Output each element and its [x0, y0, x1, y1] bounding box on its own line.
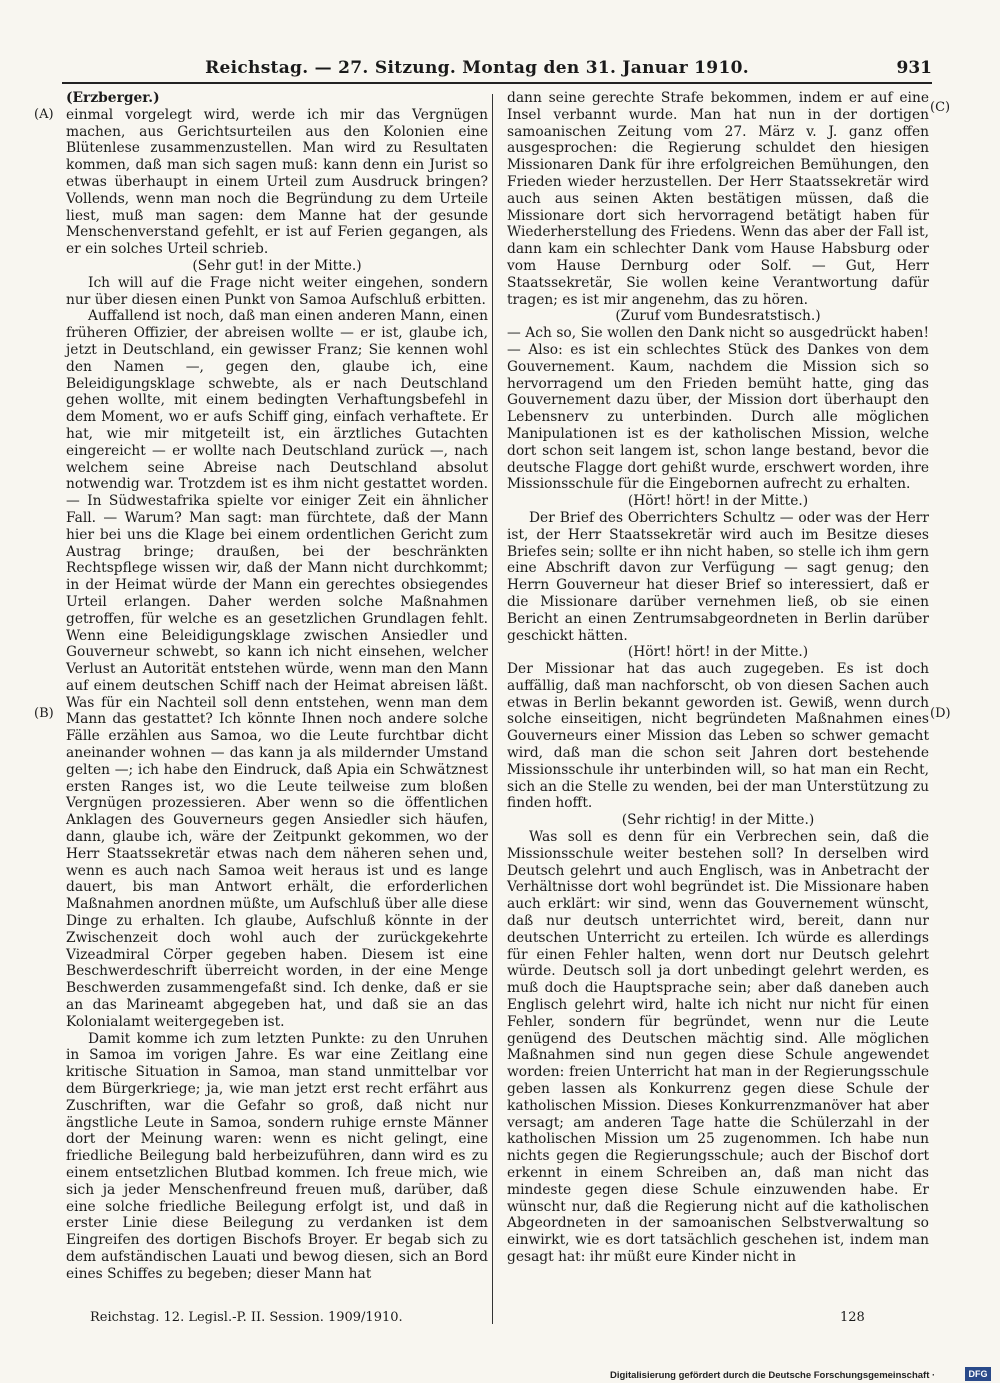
dfg-logo: DFG: [965, 1367, 991, 1381]
paragraph: dann seine gerechte Strafe bekommen, indem er auf eine Insel verbannt wurde. Man hat nun in der dortigen samoanischen Zeitung vom 27. März v. J. ganz offen ausgesprochen: die Regierung schuldet den hiesigen Missionaren Dank für ihre erfolgreichen Bemühungen, den Frieden wieder herzustellen. Der Herr Staatssekretär wird auch aus seinen Akten bestätigen müssen, daß die Missionare dort sich hervorragend betätigt haben für Wiederherstellung des Friedens. Wenn das aber der Fall ist, dann kam ein schlechter Dank vom Hause Habsburg oder vom Hause Dernburg oder Solf. — Gut, Herr Staatssekretär, Sie wollen keine Verantwortung dafür tragen; es ist mir angenehm, das zu hören.: [507, 90, 929, 308]
paragraph: — Ach so, Sie wollen den Dank nicht so ausgedrückt haben! — Also: es ist ein schlechtes Stück des Dankes von dem Gouvernement. Kaum, nachdem die Mission sich so hervorragend um den Frieden bemüht hatte, ging das Gouvernement dazu über, der Mission dort überhaupt den Lebensnerv zu unterbinden. Durch alle möglichen Manipulationen ist es der katholischen Mission, welche dort schon seit langem ist, schon lange bestand, bevor die deutsche Flagge dort gehißt wurde, erschwert worden, ihre Missionsschule für die Eingebornen aufrecht zu erhalten.: [507, 325, 929, 493]
speaker-name: (Erzberger.): [66, 90, 160, 106]
column-divider: [492, 94, 493, 1324]
right-column: [507, 90, 929, 1266]
interjection: (Hört! hört! in der Mitte.): [627, 644, 809, 661]
page-number: 931: [896, 58, 932, 78]
interjection: (Sehr richtig! in der Mitte.): [621, 812, 815, 829]
margin-mark-c: (C): [930, 100, 951, 115]
header-title: Reichstag. — 27. Sitzung. Montag den 31. Januar 1910.: [205, 58, 749, 78]
left-column: [66, 90, 488, 1283]
paragraph: Der Brief des Oberrichters Schultz — oder was der Herr ist, der Herr Staatssekretär wird auch im Besitze dieses Briefes sein; sollte er ihn nicht haben, so stelle ich ihm gern eine Abschrift davon zur Verfügung — sagt genug; den Herrn Gouverneur hat dieser Brief so interessiert, daß er die Missionare darüber vernehmen ließ, ob sie einen Bericht an einen Zentrumsabgeordneten in Berlin darüber geschickt hätten.: [507, 509, 929, 644]
footer-session: Reichstag. 12. Legisl.-P. II. Session. 1909/1910.: [90, 1310, 403, 1325]
paragraph: Auffallend ist noch, daß man einen anderen Mann, einen früheren Offizier, der abreisen wollte — er ist, glaube ich, jetzt in Deutschland, ein gewisser Franz; Sie kennen wohl den Namen —, gegen den, glaube ich, eine Beleidigungsklage schwebte, als er nach Deutschland gehen wollte, mit einem bedingten Verhaftungsbefehl in dem Moment, wo er aufs Schiff ging, einfach verhaftete. Er hat, wie mir mitgeteilt ist, ein ärztliches Gutachten eingereicht — er wollte nach Deutschland zurück —, nach welchem seine Abreise nach Deutschland absolut notwendig war. Trotzdem ist es ihm nicht gestattet worden. — In Südwestafrika spielte vor einiger Zeit ein ähnlicher Fall. — Warum? Man sagt: man fürchtete, daß der Mann hier bei uns die Klage bei einem ordentlichen Gericht zum Austrag bringe; draußen, bei der beschränkten Rechtspflege wissen wir, daß der Mann nicht durchkommt; in der Heimat würde der Mann ein gerechtes obsiegendes Urteil erlangen. Daher werden solche Maßnahmen getroffen, für welche es an gesetzlichen Grundlagen fehlt. Wenn eine Beleidigungsklage zwischen Ansiedler und Gouverneur schwebt, so kann ich nicht einsehen, welcher Verlust an Autorität entstehen würde, wenn man den Mann auf einem deutschen Schiff nach der Heimat abreisen läßt. Was für ein Nachteil soll denn entstehen, wenn man dem Mann das gestattet? Ich könnte Ihnen noch andere solche Fälle erzählen aus Samoa, wo die Leute furchtbar dicht aneinander wohnen — das kann ja als mildernder Umstand gelten —; ich habe den Eindruck, daß Apia ein Schwätznest ersten Ranges ist, wo die Leute teilweise zum bloßen Vergnügen prozessieren. Aber wenn so die öffentlichen Anklagen des Gouverneurs gegen Ansiedler sich häufen, dann, glaube ich, wäre der Zeitpunkt gekommen, wo der Herr Staatssekretär etwas nach dem näheren sehen und, wenn es auch nach Samoa weit heraus ist und es lange dauert, bis man Antwort erhält, die erforderlichen Maßnahmen anordnen müßte, um Aufschluß über alle diese Dinge zu erhalten. Ich glaube, Aufschluß könnte in der Zwischenzeit doch wohl auch der zurückgekehrte Vizeadmiral Cörper gegeben haben. Diesem ist eine Beschwerdeschrift überreicht worden, in der eine Menge Beschwerden zusammengefaßt sind. Ich denke, daß er sie an das Marineamt abgegeben hat, und daß sie an das Kolonialamt weitergegeben ist.: [66, 308, 488, 1030]
margin-mark-b: (B): [34, 706, 54, 721]
footer-sheet-number: 128: [840, 1310, 865, 1325]
paragraph: Der Missionar hat das auch zugegeben. Es ist doch auffällig, daß man nachforscht, ob von diesen Sachen auch etwas in Berlin bekannt geworden ist. Gewiß, wenn durch solche einseitigen, nicht begründeten Maßnahmen eines Gouverneurs einer Mission das Leben so schwer gemacht wird, daß man die schon seit Jahren dort bestehende Missionsschule ihr unterbinden will, so hat man ein Recht, sich an die Stelle zu wenden, bei der man Unterstützung zu finden hofft.: [507, 661, 929, 812]
page-header: [62, 56, 932, 84]
paragraph: Damit komme ich zum letzten Punkte: zu den Unruhen in Samoa im vorigen Jahre. Es war eine Zeitlang eine kritische Situation in Samoa, man stand unmittelbar vor dem Bürgerkriege; ja, wie man jetzt erst recht erfährt aus Zuschriften, war die Gefahr so groß, daß nicht nur ängstliche Leute in Samoa, sondern ruhige ernste Männer dort der Meinung waren: wenn es nicht gelingt, eine friedliche Beilegung bald herbeizuführen, dann wird es zu einem entsetzlichen Blutbad kommen. Ich freue mich, wie sich ja jeder Menschenfreund freuen muß, darüber, daß eine solche friedliche Beilegung erfolgt ist, und daß in erster Linie diese Beilegung zu verdanken ist dem Eingreifen des dortigen Bischofs Broyer. Er begab sich zu dem aufständischen Lauati und bewog diesen, sich an Bord eines Schiffes zu begeben; dieser Mann hat: [66, 1030, 488, 1282]
digitization-credit: Digitalisierung gefördert durch die Deutsche Forschungsgemeinschaft ·: [610, 1370, 936, 1381]
margin-mark-a: (A): [34, 107, 54, 122]
paragraph: einmal vorgelegt wird, werde ich mir das Vergnügen machen, aus Gerichtsurteilen aus den Kolonien eine Blütenlese zusammenzustellen. Man wird zu Resultaten kommen, daß man sich sagen muß: kann denn ein Jurist so etwas überhaupt in einem Urteil zum Ausdruck bringen? Vollends, wenn man noch die Begründung zu dem Urteile liest, muß man sagen: dem Manne hat der gesunde Menschenverstand gefehlt, er ist auf Ferien gegangen, als er ein solches Urteil schrieb.: [66, 106, 488, 258]
paragraph: Ich will auf die Frage nicht weiter eingehen, sondern nur über diesen einen Punkt von Samoa Aufschluß erbitten.: [66, 274, 488, 308]
paragraph: Was soll es denn für ein Verbrechen sein, daß die Missionsschule weiter bestehen soll? In derselben wird Deutsch gelehrt und auch Englisch, was in Anbetracht der Verhältnisse dort wohl begründet ist. Die Missionare haben auch erklärt: wir sind, wenn das Gouvernement wünscht, daß nur deutsch unterrichtet wird, bereit, dann nur deutschen Unterricht zu erteilen. Ich würde es allerdings für einen Fehler halten, wenn dort nur Deutsch gelehrt würde. Deutsch soll ja dort unbedingt gelehrt werden, es muß doch die Hauptsprache sein; aber daß daneben auch Englisch gelehrt wird, halte ich nicht nur nicht für einen Fehler, sondern für begründet, wenn nur die Leute genügend des Deutschen mächtig sind. Alle möglichen Maßnahmen sind nun gegen diese Schule angewendet worden: freien Unterricht hat man in der Regierungsschule geben lassen als Konkurrenz gegen diese Schule der katholischen Mission. Dieses Konkurrenzmanöver hat aber versagt; am anderen Tage hatte die Schülerzahl in der katholischen Mission um 25 zugenommen. Ich habe nun nichts gegen die Regierungsschule; auch der Bischof dort erkennt in einem Schreiben an, daß man nicht das mindeste gegen diese Schule einzuwenden habe. Er wünscht nur, daß die Regierung nicht auf die katholischen Abgeordneten in der samoanischen Selbstverwaltung so einwirkt, wie es dort tatsächlich geschehen ist, indem man gesagt hat: ihr müßt eure Kinder nicht in: [507, 829, 929, 1265]
margin-mark-d: (D): [930, 706, 951, 721]
interjection: (Hört! hört! in der Mitte.): [627, 493, 809, 510]
interjection: (Sehr gut! in der Mitte.): [192, 257, 362, 274]
interjection: (Zuruf vom Bundesratstisch.): [615, 308, 821, 325]
